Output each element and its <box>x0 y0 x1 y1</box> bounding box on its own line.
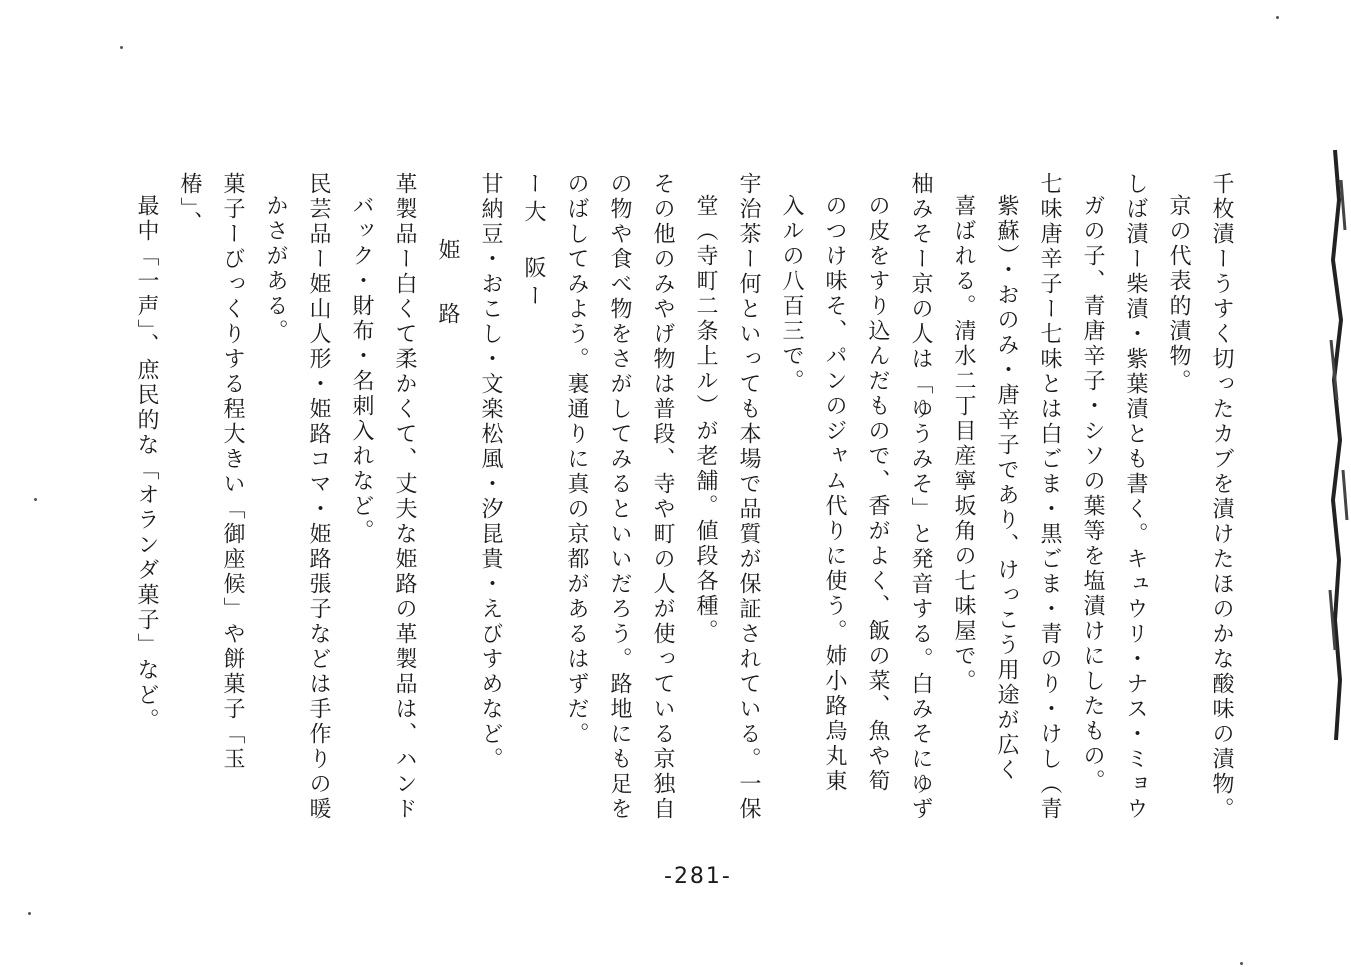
text-line-l7: 喜ばれる。清水二丁目産寧坂角の七味屋で。 <box>951 194 976 694</box>
scan-speck <box>1240 962 1243 965</box>
text-line-l9: の皮をすり込んだもので、香がよく、飯の菜、魚や筍 <box>865 194 890 794</box>
scan-speck <box>1276 16 1279 19</box>
vertical-text-body <box>125 172 1243 832</box>
text-line-l3: しば漬ー柴漬・紫葉漬とも書く。キュウリ・ナス・ミョウ <box>1123 172 1148 822</box>
text-line-l15: の物や食べ物をさがしてみるといいだろう。路地にも足を <box>607 172 632 822</box>
scan-edge-marks-graphic <box>1321 140 1351 760</box>
text-line-l14: その他のみやげ物は普段、寺や町の人が使っている京独自 <box>650 172 675 822</box>
text-line-l21: バック・財布・名刺入れなど。 <box>349 194 374 544</box>
text-line-l20: 革製品ー白くて柔かくて、丈夫な姫路の革製品は、ハンド <box>392 172 417 822</box>
text-line-l2: 京の代表的漬物。 <box>1166 194 1191 394</box>
text-line-l18: 甘納豆・おこし・文楽松風・汐昆貴・えびすめなど。 <box>478 172 503 772</box>
text-line-l8: 柚みそー京の人は「ゆうみそ」と発音する。白みそにゆず <box>908 172 933 822</box>
text-line-l16: のばしてみよう。裏通りに真の京都があるはずだ。 <box>564 172 589 747</box>
text-line-l11: 入ルの八百三で。 <box>779 194 804 394</box>
scan-edge-marks <box>1321 140 1351 760</box>
scan-speck <box>28 912 31 915</box>
text-line-l12: 宇治茶ー何といっても本場で品質が保証されている。一保 <box>736 172 761 822</box>
scan-speck <box>120 46 123 49</box>
text-line-l25: 最中「一声」、庶民的な「オランダ菓子」など。 <box>134 194 159 733</box>
text-line-l4: ガの子、青唐辛子・シソの葉等を塩漬けにしたもの。 <box>1080 194 1105 794</box>
text-line-l22: 民芸品ー姫山人形・姫路コマ・姫路張子などは手作りの暖 <box>306 172 331 822</box>
text-line-l6: 紫蘇）・おのみ・唐辛子であり、けっこう用途が広く <box>994 194 1019 783</box>
text-line-l10: のつけ味そ、パンのジャム代りに使う。姉小路烏丸東 <box>822 194 847 794</box>
text-line-l5: 七味唐辛子ー七味とは白ごま・黒ごま・青のり・けし（青 <box>1037 172 1062 822</box>
text-line-l17: ー大 阪ー <box>521 172 546 312</box>
text-line-l23: かさがある。 <box>263 194 288 344</box>
text-line-l13: 堂（寺町二条上ル）が老舗。値段各種。 <box>693 194 718 644</box>
text-line-l24: 菓子ーびっくりする程大きい「御座候」や餅菓子「玉椿」、 <box>177 172 245 772</box>
page-number: -281- <box>664 864 732 889</box>
text-line-l1: 千枚漬ーうすく切ったカブを漬けたほのかな酸味の漬物。 <box>1209 172 1234 822</box>
text-line-l19: 姫路 <box>435 238 460 366</box>
scan-speck <box>34 498 37 501</box>
